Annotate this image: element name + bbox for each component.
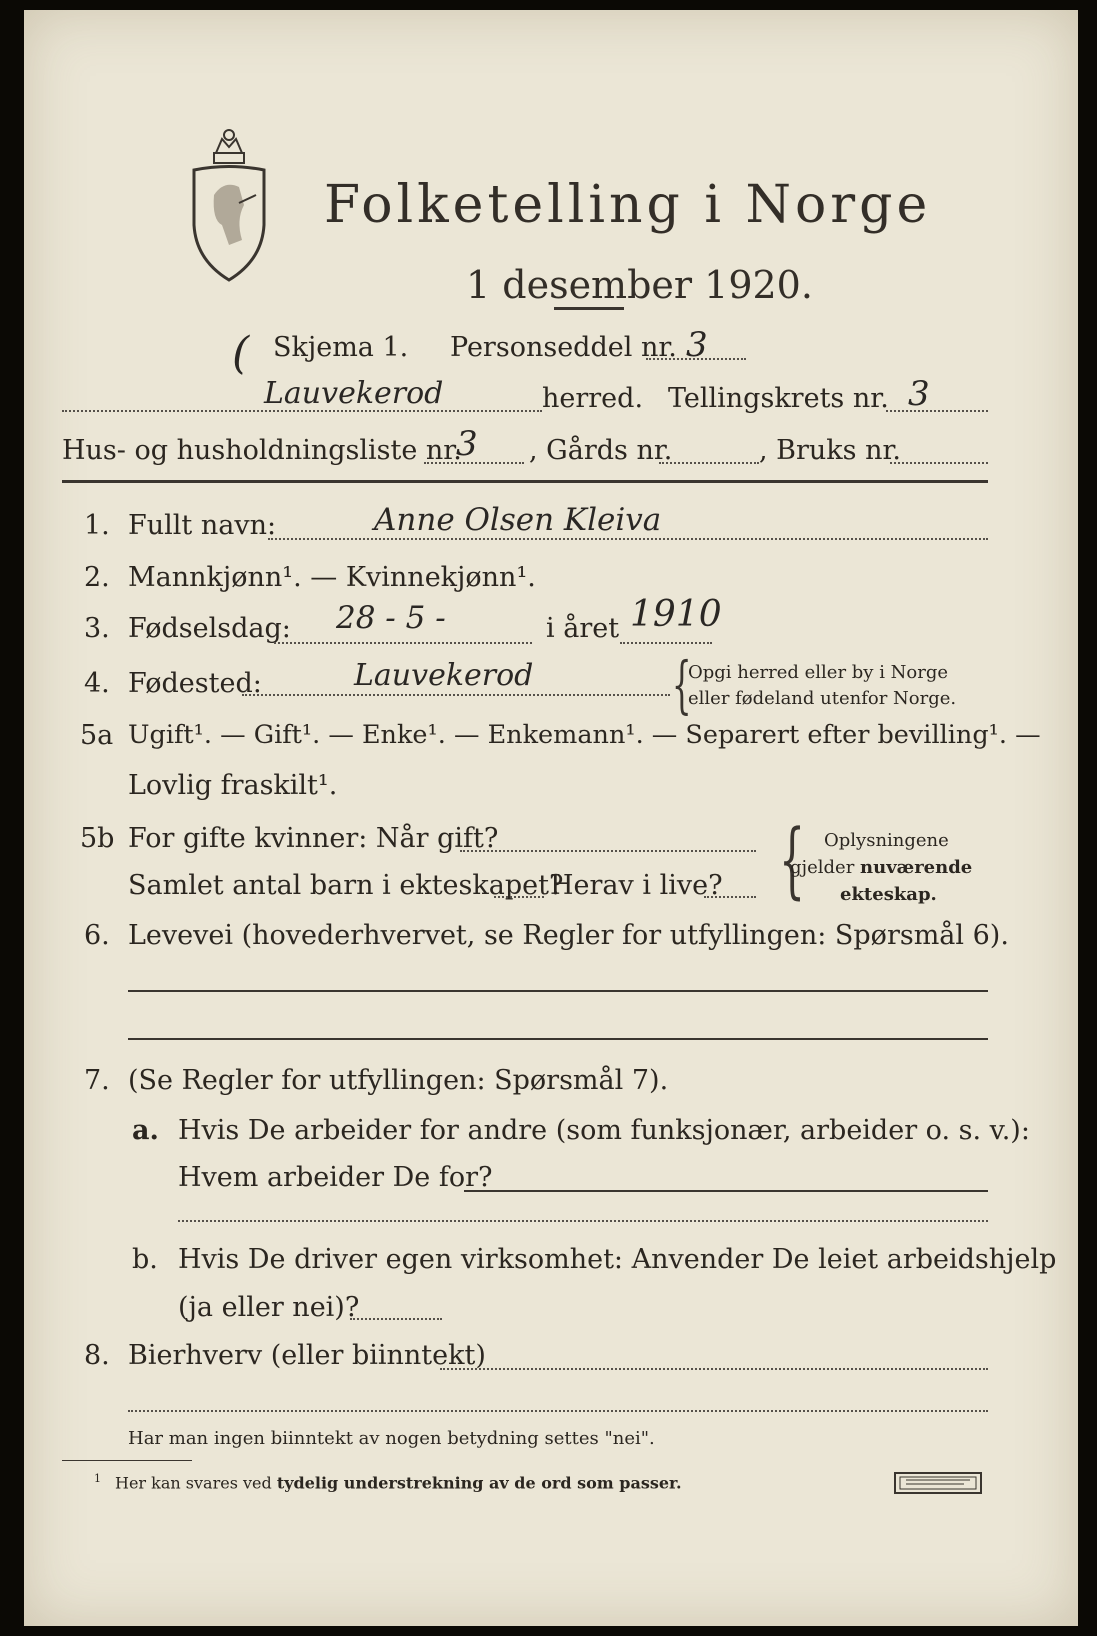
bruks-label: , Bruks nr.	[759, 435, 902, 466]
q5b-number: 5b	[80, 823, 115, 854]
q7a-line2: Hvem arbeider De for?	[178, 1162, 493, 1193]
q2-label: Mannkjønn¹. — Kvinnekjønn¹.	[128, 562, 536, 593]
tellingskrets-line	[886, 410, 988, 412]
q7a-line-extra	[178, 1220, 988, 1222]
q4-number: 4.	[84, 668, 110, 699]
q6-number: 6.	[84, 920, 110, 951]
q5b-note-line1: Oplysningene	[824, 830, 949, 851]
q2-number: 2.	[84, 562, 110, 593]
q3-year-label: i året	[546, 613, 620, 644]
bruks-line	[890, 462, 988, 464]
q6-line1	[128, 990, 988, 992]
title-divider	[554, 307, 624, 310]
q5b-brace: {	[779, 813, 806, 908]
footer-note: Har man ingen biinntekt av nogen betydning settes "nei".	[128, 1428, 655, 1449]
q7b-letter: b.	[132, 1244, 158, 1275]
q4-value: Lauvekerod	[354, 658, 534, 693]
q5b-children-line	[494, 896, 544, 898]
q1-label: Fullt navn:	[128, 510, 277, 541]
q5a-line2: Lovlig fraskilt¹.	[128, 770, 338, 801]
q5a-number: 5a	[80, 720, 114, 751]
q5b-married-line	[460, 850, 756, 852]
form-date: 1 desember 1920.	[466, 263, 813, 307]
q4-note-line2: eller fødeland utenfor Norge.	[688, 688, 957, 709]
q7-number: 7.	[84, 1065, 110, 1096]
tellingskrets-value: 3	[908, 374, 930, 414]
personseddel-label: Personseddel nr.	[450, 332, 677, 363]
personseddel-value: 3	[686, 325, 708, 365]
q5b-note-line3: ekteskap.	[840, 884, 937, 905]
census-form	[24, 10, 1078, 1626]
q4-brace: {	[671, 648, 692, 721]
q7a-letter: a.	[132, 1115, 159, 1146]
skjema-label: Skjema 1.	[273, 332, 409, 363]
tellingskrets-label: Tellingskrets nr.	[668, 383, 889, 414]
husholdning-label: Hus- og husholdningsliste nr.	[62, 435, 462, 466]
form-title: Folketelling i Norge	[324, 175, 932, 235]
q7a-line-answer	[464, 1190, 988, 1192]
q1-number: 1.	[84, 510, 110, 541]
q7b-line-answer	[350, 1318, 442, 1320]
q7-label: (Se Regler for utfyllingen: Spørsmål 7).	[128, 1065, 669, 1096]
footnote-text-b: tydelig understrekning av de ord som passer.	[276, 1473, 682, 1493]
q7a-line1: Hvis De arbeider for andre (som funksjonær, arbeider o. s. v.):	[178, 1115, 1030, 1146]
q3-year-value: 1910	[630, 594, 722, 635]
q4-line	[242, 694, 670, 696]
gards-line	[659, 462, 759, 464]
q3-label: Fødselsdag:	[128, 613, 291, 644]
q4-label: Fødested:	[128, 668, 262, 699]
q8-label: Bierhverv (eller biinntekt)	[128, 1340, 486, 1371]
q6-label: Levevei (hovederhvervet, se Regler for utfyllingen: Spørsmål 6).	[128, 920, 1009, 951]
q5b-line1: For gifte kvinner: Når gift?	[128, 823, 499, 854]
q5b-note-line2b: nuværende	[860, 857, 973, 878]
q1-value: Anne Olsen Kleiva	[374, 502, 662, 538]
herred-label: herred.	[542, 383, 644, 414]
open-brace-mark: (	[232, 328, 250, 379]
gards-label: , Gårds nr.	[529, 435, 673, 466]
q5b-alive-line	[704, 896, 756, 898]
q3-number: 3.	[84, 613, 110, 644]
q5b-line2b: Herav i live?	[550, 870, 723, 901]
q5b-note-line2	[790, 857, 972, 878]
q3-year-line	[620, 642, 712, 644]
q6-line2	[128, 1038, 988, 1040]
q8-line-extra	[128, 1410, 988, 1412]
q8-line	[440, 1368, 988, 1370]
q3-value: 28 - 5 -	[336, 600, 446, 636]
printer-stamp-icon	[894, 1472, 982, 1494]
q5b-line2a: Samlet antal barn i ekteskapet?	[128, 870, 564, 901]
norway-coat-of-arms-icon	[184, 125, 274, 285]
footnote-text-a: Her kan svares ved	[115, 1473, 277, 1493]
footnote	[94, 1472, 682, 1492]
q8-number: 8.	[84, 1340, 110, 1371]
q5b-note-line2a: gjelder	[790, 857, 861, 878]
q7b-line2: (ja eller nei)?	[178, 1292, 360, 1323]
q3-line	[274, 642, 532, 644]
q7b-line1: Hvis De driver egen virksomhet: Anvender De leiet arbeidshjelp	[178, 1244, 1057, 1275]
q5a-line1: Ugift¹. — Gift¹. — Enke¹. — Enkemann¹. — Separert efter bevilling¹. —	[128, 720, 1041, 750]
q1-line	[268, 538, 988, 540]
footnote-rule	[62, 1460, 192, 1461]
husholdning-value: 3	[456, 424, 478, 464]
q4-note-line1: Opgi herred eller by i Norge	[688, 662, 949, 683]
herred-value: Lauvekerod	[264, 376, 444, 411]
footnote-number: 1	[94, 1472, 101, 1485]
header-rule	[62, 480, 988, 483]
